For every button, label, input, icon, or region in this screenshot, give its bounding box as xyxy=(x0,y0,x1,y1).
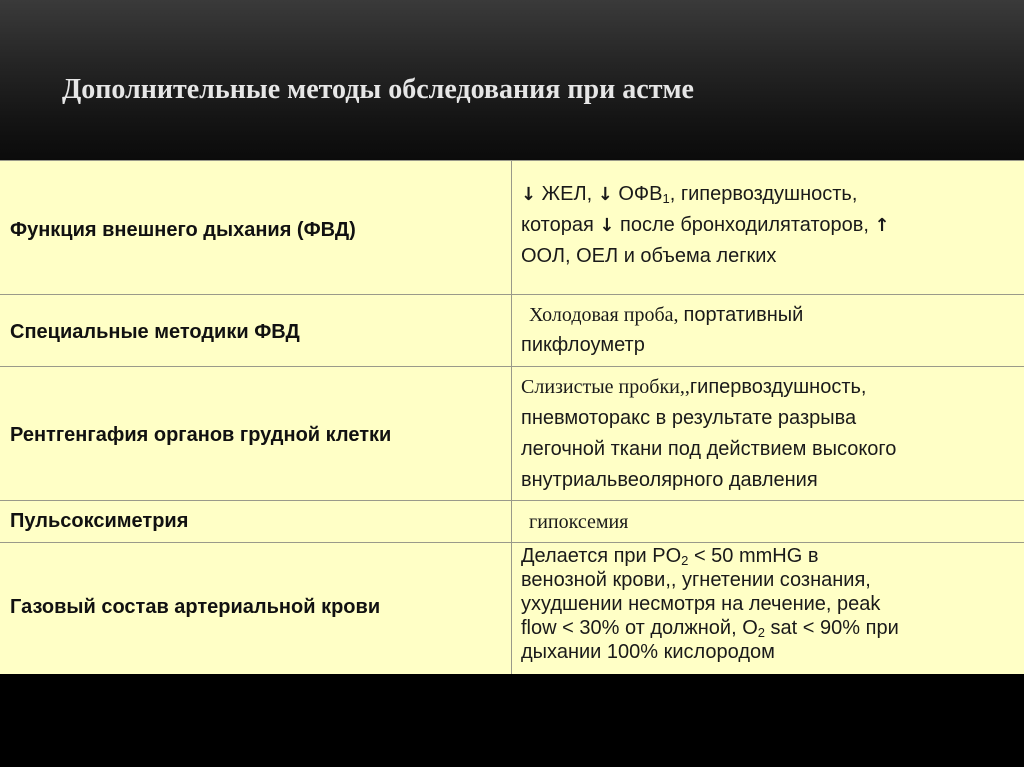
finding-line xyxy=(521,616,1018,640)
finding-cell xyxy=(521,544,1018,664)
finding-text: портативный xyxy=(683,304,804,326)
finding-text: , гипервоздушность, xyxy=(669,183,858,205)
methods-table xyxy=(0,160,1024,674)
table-row xyxy=(0,542,1024,675)
finding-text: Слизистые пробки,, xyxy=(521,376,690,398)
finding-cell xyxy=(521,300,1018,360)
arrow-up-icon: ↑ xyxy=(874,215,890,236)
finding-line xyxy=(521,210,1018,241)
finding-text: Холодовая проба, xyxy=(529,304,684,326)
finding-text: гипоксемия xyxy=(529,511,629,533)
subscript: 1 xyxy=(662,191,670,206)
arrow-down-icon: ↓ xyxy=(597,184,613,205)
subscript: 2 xyxy=(681,553,689,568)
finding-cell xyxy=(521,372,1018,496)
finding-text: гипервоздушность, xyxy=(689,376,867,398)
table-row xyxy=(0,160,1024,295)
finding-line: внутриальвеолярного давления xyxy=(521,469,818,491)
table-row xyxy=(0,366,1024,501)
finding-cell xyxy=(521,507,1018,538)
finding-line xyxy=(521,179,1018,210)
arrow-down-icon: ↓ xyxy=(521,184,537,205)
finding-text: sat < 90% при xyxy=(765,617,899,639)
finding-line: легочной ткани под действием высокого xyxy=(521,438,897,460)
subscript: 2 xyxy=(757,625,765,640)
finding-line: пикфлоуметр xyxy=(521,334,645,356)
finding-text: ЖЕЛ, xyxy=(536,183,598,205)
finding-line: ООЛ, ОЕЛ и объема легких xyxy=(521,245,777,267)
finding-line xyxy=(521,300,1018,330)
method-cell: Пульсоксиметрия xyxy=(10,510,189,532)
finding-line: ухудшении несмотря на лечение, peak xyxy=(521,593,881,615)
table-row xyxy=(0,294,1024,367)
finding-line: пневмоторакс в результате разрыва xyxy=(521,407,857,429)
finding-text: flow < 30% от должной, O xyxy=(521,617,758,639)
finding-text: < 50 mmHG в xyxy=(688,545,819,567)
finding-line: венозной крови,, угнетении сознания, xyxy=(521,569,871,591)
finding-line: дыхании 100% кислородом xyxy=(521,641,775,663)
slide-title: Дополнительные методы обследования при астме xyxy=(62,74,694,105)
arrow-down-icon: ↓ xyxy=(599,215,615,236)
finding-line xyxy=(521,544,1018,568)
finding-text: которая xyxy=(521,214,600,236)
finding-text: после бронходилятаторов, xyxy=(614,214,875,236)
finding-line xyxy=(521,372,1018,403)
finding-text: ОФВ xyxy=(612,183,663,205)
method-cell: Функция внешнего дыхания (ФВД) xyxy=(10,219,356,241)
finding-text: Делается при PO xyxy=(521,545,682,567)
method-cell: Специальные методики ФВД xyxy=(10,321,300,343)
table-row xyxy=(0,500,1024,543)
method-cell: Рентгенгафия органов грудной клетки xyxy=(10,424,392,446)
finding-cell xyxy=(521,179,1018,272)
method-cell: Газовый состав артериальной крови xyxy=(10,596,381,618)
